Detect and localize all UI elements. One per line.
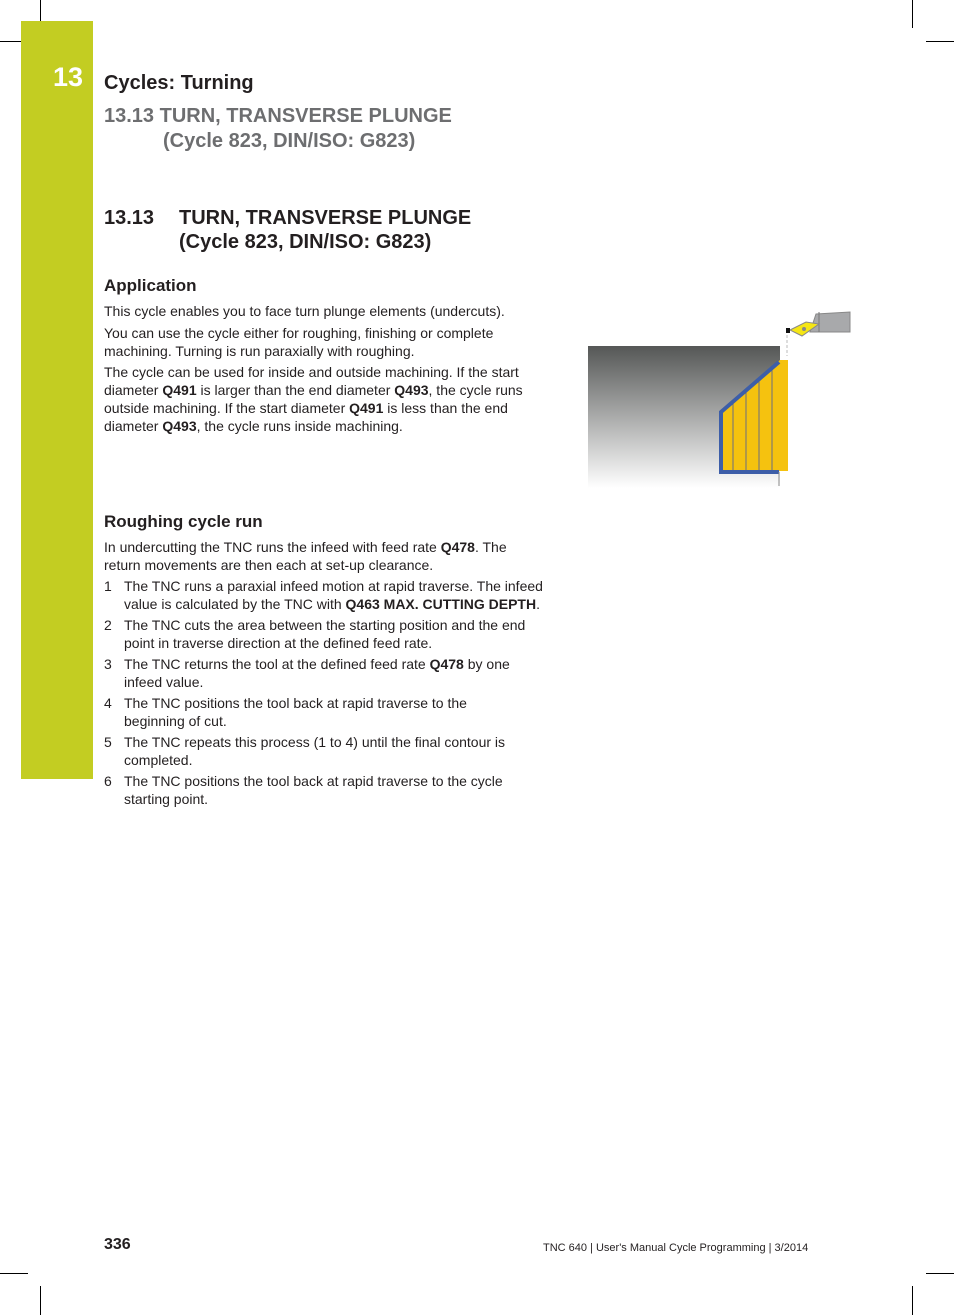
list-item: 4 The TNC positions the tool back at rapid traverse to the beginning of cut. bbox=[104, 695, 467, 729]
list-item: 3 The TNC returns the tool at the defined feed rate Q478 by one infeed value. bbox=[104, 656, 510, 690]
tool-holder bbox=[810, 312, 850, 332]
chapter-title: Cycles: Turning bbox=[104, 72, 254, 94]
roughing-intro: In undercutting the TNC runs the infeed with feed rate Q478. The return movements are then each at set-up clearance. bbox=[104, 539, 507, 573]
list-item: 6 The TNC positions the tool back at rapid traverse to the cycle starting point. bbox=[104, 773, 503, 807]
application-p1: This cycle enables you to face turn plunge elements (undercuts). bbox=[104, 303, 505, 319]
roughing-steps bbox=[104, 577, 544, 811]
section-number: 13.13 bbox=[104, 207, 155, 229]
chapter-tab bbox=[21, 21, 93, 779]
crop-mark bbox=[926, 1273, 954, 1274]
running-header-line2: (Cycle 823, DIN/ISO: G823) bbox=[163, 130, 416, 152]
crop-mark bbox=[0, 1273, 28, 1274]
application-p2: You can use the cycle either for roughing, finishing or complete machining. Turning is run paraxially with roughing. bbox=[104, 325, 494, 359]
list-item: 1 The TNC runs a paraxial infeed motion at rapid traverse. The infeed value is calculated by the TNC with Q463 MAX. CUTTING DEPTH. bbox=[104, 578, 543, 612]
section-title-line1: TURN, TRANSVERSE PLUNGE bbox=[179, 207, 472, 229]
crop-mark bbox=[0, 41, 21, 42]
section-title bbox=[104, 206, 471, 254]
running-header bbox=[104, 104, 452, 154]
application-heading: Application bbox=[104, 276, 197, 295]
list-item: 2 The TNC cuts the area between the starting position and the end point in traverse direction at the defined feed rate. bbox=[104, 617, 526, 651]
roughing-heading: Roughing cycle run bbox=[104, 512, 263, 531]
footer-text: TNC 640 | User's Manual Cycle Programming | 3/2014 bbox=[543, 1242, 809, 1254]
section-title-line2: (Cycle 823, DIN/ISO: G823) bbox=[179, 231, 432, 253]
crop-mark bbox=[40, 1286, 41, 1315]
list-item: 5 The TNC repeats this process (1 to 4) until the final contour is completed. bbox=[104, 734, 506, 768]
application-p3: The cycle can be used for inside and outside machining. If the start diameter Q491 is larger than the end diameter Q493, the cycle runs outside machining. If the start diameter Q491 is less than the end diameter Q493, the cycle runs inside machining. bbox=[104, 364, 523, 434]
crop-mark bbox=[926, 41, 954, 42]
chapter-number: 13 bbox=[53, 62, 84, 92]
crop-mark bbox=[912, 1286, 913, 1315]
crop-mark bbox=[912, 0, 913, 28]
page-number: 336 bbox=[104, 1236, 131, 1253]
crop-mark bbox=[40, 0, 41, 21]
cycle-illustration bbox=[586, 308, 852, 490]
running-header-line1: 13.13 TURN, TRANSVERSE PLUNGE bbox=[104, 105, 452, 127]
